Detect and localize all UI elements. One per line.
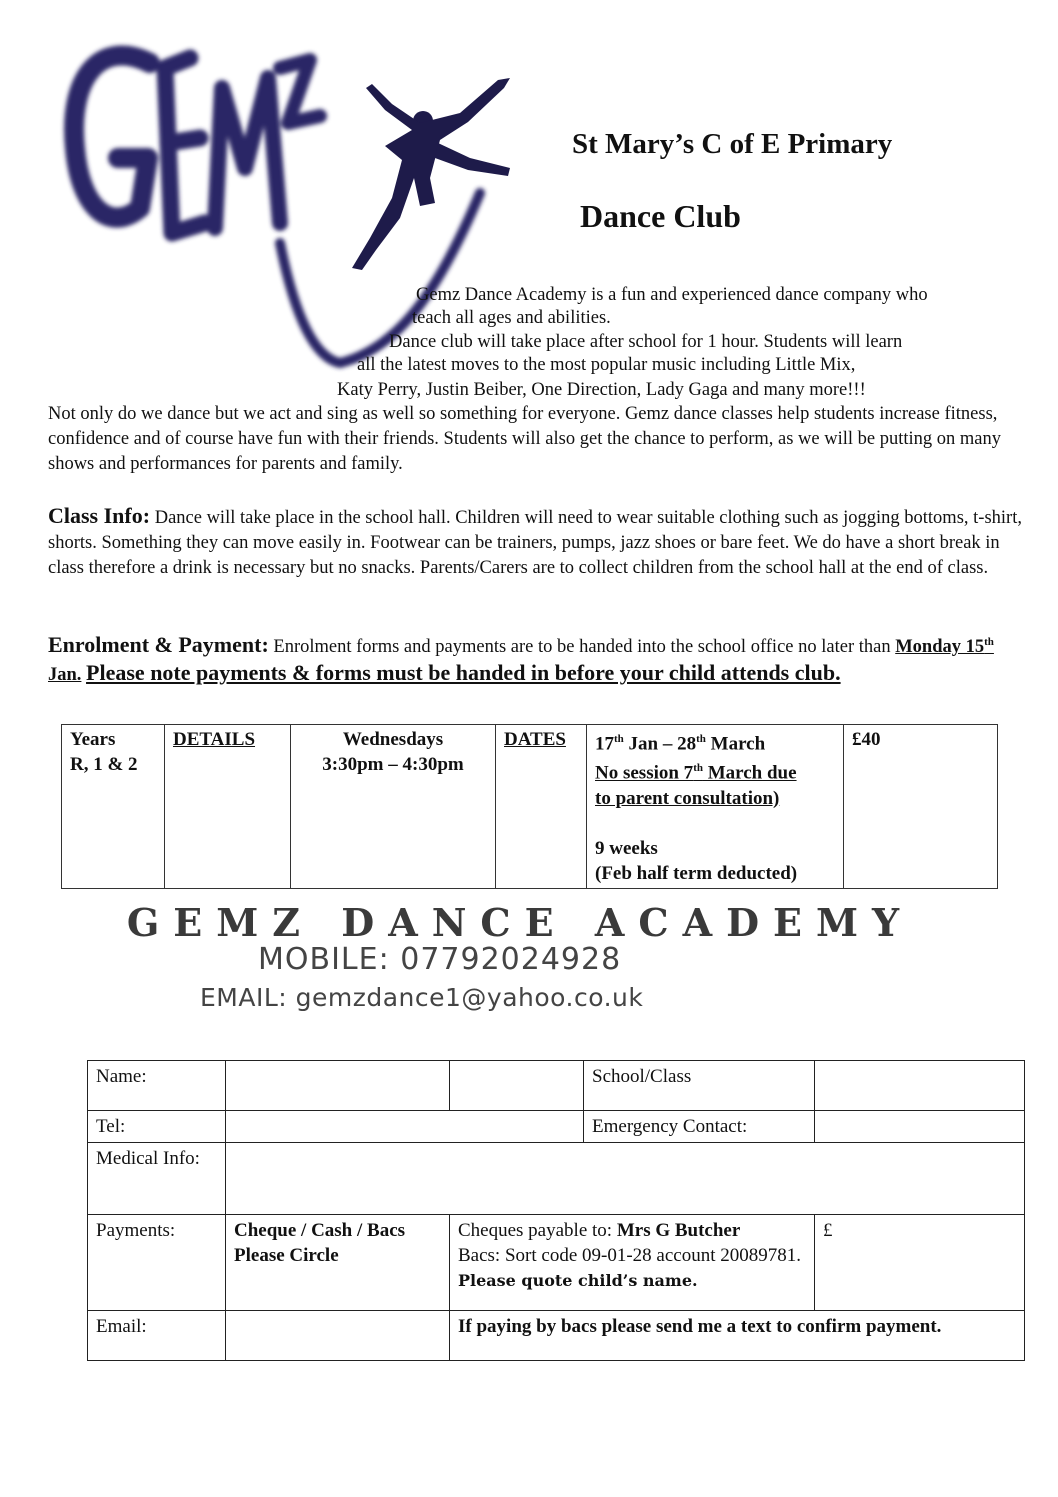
day-time-cell: Wednesdays 3:30pm – 4:30pm: [291, 725, 496, 889]
name-field-ext[interactable]: [450, 1061, 584, 1111]
page-title: Dance Club: [580, 198, 741, 234]
payments-label: Payments:: [88, 1215, 226, 1311]
mobile-number: MOBILE: 07792024928: [258, 942, 622, 977]
intro-paragraph: Not only do we dance but we act and sing as well so something for everyone. Gemz dance classes help students increase fitness, confidence and of course have fun with their friends. Students will also get the chance to perform, as we will be putting on many shows and performances for parents and family.: [48, 404, 1001, 474]
payment-details: Cheques payable to: Mrs G Butcher Bacs: Sort code 09-01-28 account 20089781. Please quote child’s name.: [450, 1215, 815, 1311]
medical-label: Medical Info:: [88, 1143, 226, 1215]
years-cell: Years R, 1 & 2: [62, 725, 165, 889]
enrolment-info: [48, 630, 1023, 688]
table-row: [88, 1215, 1025, 1311]
school-class-field[interactable]: [815, 1061, 1025, 1111]
class-info: [48, 503, 1023, 581]
table-row: [88, 1061, 1025, 1111]
payment-amount-field[interactable]: £: [815, 1215, 1025, 1311]
price-cell: £40: [844, 725, 998, 889]
table-row: [88, 1111, 1025, 1143]
medical-field[interactable]: [226, 1143, 1025, 1215]
class-schedule-table: [61, 724, 998, 889]
class-info-text: Dance will take place in the school hall. Children will need to wear suitable clothing such as jogging bottoms, t-shirt, shorts. Something they can move easily in. Footwear can be trainers, pumps, jazz shoes or bare feet. We do have a short break in class therefore a drink is necessary but no snacks. Parents/Carers are to collect children from the school hall at the end of class.: [48, 508, 1022, 578]
tel-field[interactable]: [226, 1111, 584, 1143]
school-heading: St Mary’s C of E Primary: [572, 128, 893, 160]
dates-cell: 17th Jan – 28th March No session 7th March due to parent consultation) 9 weeks (Feb half term deducted): [587, 725, 844, 889]
academy-banner: GEMZ DANCE ACADEMY: [126, 900, 914, 945]
name-label: Name:: [88, 1061, 226, 1111]
intro-line-5: Katy Perry, Justin Beiber, One Direction, Lady Gaga and many more!!!: [337, 380, 866, 400]
intro-line-1: Gemz Dance Academy is a fun and experienced dance company who: [416, 285, 928, 305]
emergency-field[interactable]: [815, 1111, 1025, 1143]
table-row: [88, 1311, 1025, 1361]
intro-line-2: teach all ages and abilities.: [412, 308, 611, 328]
enrolment-deadline: Monday 15th Jan.: [48, 636, 994, 686]
enrolment-form: [87, 1060, 1025, 1361]
school-class-label: School/Class: [584, 1061, 815, 1111]
enrolment-note: Please note payments & forms must be handed in before your child attends club.: [86, 660, 841, 686]
email-address: EMAIL: gemzdance1@yahoo.co.uk: [200, 983, 644, 1012]
name-field[interactable]: [226, 1061, 450, 1111]
details-cell: DETAILS: [165, 725, 291, 889]
email-label: Email:: [88, 1311, 226, 1361]
enrolment-text: Enrolment forms and payments are to be handed into the school office no later than: [268, 637, 896, 658]
emergency-label: Emergency Contact:: [584, 1111, 815, 1143]
class-info-heading: Class Info:: [48, 503, 151, 528]
email-field[interactable]: [226, 1311, 450, 1361]
tel-label: Tel:: [88, 1111, 226, 1143]
table-row: [88, 1143, 1025, 1215]
intro-line-3: Dance club will take place after school for 1 hour. Students will learn: [389, 332, 903, 352]
table-row: [62, 725, 998, 889]
bacs-note: If paying by bacs please send me a text to confirm payment.: [450, 1311, 1025, 1361]
intro-line-4: all the latest moves to the most popular music including Little Mix,: [357, 355, 856, 375]
enrolment-heading: Enrolment & Payment:: [48, 632, 269, 658]
dates-label-cell: DATES: [496, 725, 587, 889]
payment-methods[interactable]: Cheque / Cash / Bacs Please Circle: [226, 1215, 450, 1311]
